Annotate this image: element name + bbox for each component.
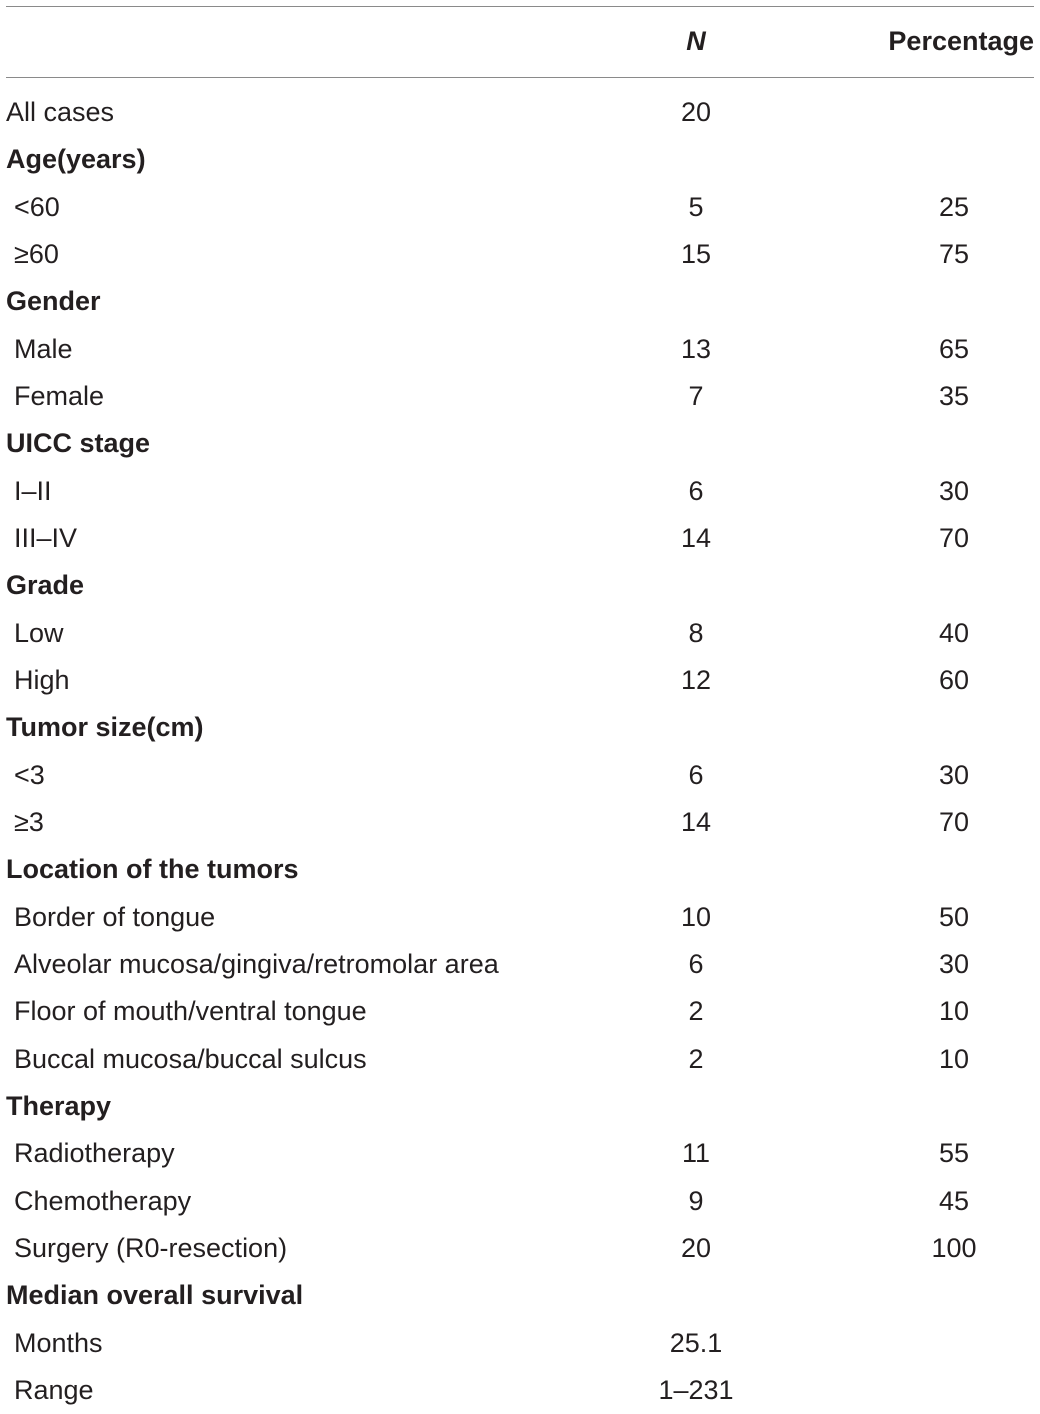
cell-percentage: 65 <box>938 333 970 364</box>
row-label: Buccal mucosa/buccal sulcus <box>14 1043 367 1074</box>
cell-percentage <box>904 420 1004 467</box>
cell-n: 25.1 <box>669 1327 723 1358</box>
table-row <box>6 799 1034 846</box>
table-row <box>6 657 1034 704</box>
cell-percentage: 10 <box>938 1043 970 1074</box>
cell-percentage <box>904 1320 1004 1367</box>
table-row <box>6 1320 1034 1367</box>
table-section-row <box>6 278 1034 325</box>
cell-percentage: 30 <box>938 948 970 979</box>
cell-percentage <box>904 278 1004 325</box>
cell-percentage: 50 <box>938 901 970 932</box>
cell-percentage: 55 <box>938 1138 970 1169</box>
table-row <box>6 894 1034 941</box>
row-label: Border of tongue <box>14 901 216 932</box>
cell-n: 13 <box>680 333 712 364</box>
cell-n: 11 <box>681 1138 711 1169</box>
cell-percentage <box>904 89 1004 136</box>
section-heading: Grade <box>6 570 85 601</box>
table-row <box>6 1130 1034 1177</box>
cell-percentage <box>904 704 1004 751</box>
row-label: Male <box>14 333 73 364</box>
column-header-n: N <box>686 26 706 56</box>
section-heading: Age(years) <box>6 144 146 175</box>
table-section-row <box>6 420 1034 467</box>
table-row <box>6 515 1034 562</box>
cell-n: 1–231 <box>658 1374 734 1405</box>
row-label: III–IV <box>14 522 78 553</box>
row-label: Range <box>14 1374 94 1405</box>
cell-percentage: 70 <box>938 806 970 837</box>
table-header-row <box>6 6 1034 77</box>
table-row <box>6 1225 1034 1272</box>
table-body <box>6 89 1034 1414</box>
cell-percentage <box>904 1367 1004 1414</box>
cell-n <box>646 1272 746 1319</box>
column-header-percentage: Percentage <box>888 26 1034 56</box>
cell-percentage <box>904 562 1004 609</box>
cell-n: 6 <box>688 475 704 506</box>
row-label: Chemotherapy <box>14 1185 192 1216</box>
cell-percentage <box>904 1272 1004 1319</box>
cell-percentage: 30 <box>938 475 970 506</box>
section-heading: Gender <box>6 286 101 317</box>
cell-percentage: 30 <box>938 759 970 790</box>
row-label: I–II <box>14 475 52 506</box>
cell-percentage: 60 <box>938 664 970 695</box>
table-row <box>6 941 1034 988</box>
table-section-row <box>6 1083 1034 1130</box>
cell-n <box>646 704 746 751</box>
cell-n <box>646 1083 746 1130</box>
cell-n: 9 <box>688 1185 704 1216</box>
table-section-row <box>6 1272 1034 1319</box>
cell-n: 14 <box>680 522 712 553</box>
row-label: High <box>14 664 70 695</box>
cell-n <box>646 846 746 893</box>
cell-n: 14 <box>680 806 712 837</box>
cell-n: 5 <box>688 191 704 222</box>
cell-n <box>646 562 746 609</box>
cell-percentage: 45 <box>938 1185 970 1216</box>
table-row <box>6 1367 1034 1414</box>
cell-percentage <box>904 1083 1004 1130</box>
table-row <box>6 468 1034 515</box>
table-header-rule <box>6 77 1034 78</box>
row-label: Radiotherapy <box>14 1138 175 1169</box>
row-label: Low <box>14 617 64 648</box>
section-heading: Tumor size(cm) <box>6 712 204 743</box>
table-section-row <box>6 704 1034 751</box>
row-label: ≥60 <box>14 238 59 269</box>
cell-percentage <box>904 136 1004 183</box>
table-row <box>6 231 1034 278</box>
row-label: <60 <box>14 191 60 222</box>
cell-percentage: 70 <box>938 522 970 553</box>
row-label: Months <box>14 1327 103 1358</box>
row-label: <3 <box>14 759 45 790</box>
table-row <box>6 184 1034 231</box>
row-label: Alveolar mucosa/gingiva/retromolar area <box>14 948 499 979</box>
row-label: All cases <box>6 97 115 127</box>
table-section-row <box>6 136 1034 183</box>
cell-n: 7 <box>688 380 704 411</box>
cell-n <box>646 278 746 325</box>
section-heading: Therapy <box>6 1090 112 1121</box>
row-label: Female <box>14 380 105 411</box>
table-section-row <box>6 846 1034 893</box>
cell-n <box>646 420 746 467</box>
cell-n: 2 <box>688 1043 704 1074</box>
cell-percentage: 35 <box>938 380 970 411</box>
table-row <box>6 373 1034 420</box>
table-row <box>6 610 1034 657</box>
table-row <box>6 752 1034 799</box>
cell-n: 6 <box>688 759 704 790</box>
cell-percentage: 40 <box>938 617 970 648</box>
cell-percentage: 25 <box>938 191 970 222</box>
table-section-row <box>6 562 1034 609</box>
cell-n <box>646 136 746 183</box>
cell-percentage: 100 <box>931 1232 977 1263</box>
table-row <box>6 988 1034 1035</box>
cell-n: 6 <box>688 948 704 979</box>
cell-n: 20 <box>680 97 712 127</box>
section-heading: Median overall survival <box>6 1280 304 1311</box>
section-heading: UICC stage <box>6 428 151 459</box>
cell-n: 20 <box>680 1232 712 1263</box>
row-label: ≥3 <box>14 806 44 837</box>
table-row <box>6 326 1034 373</box>
table-row <box>6 1036 1034 1083</box>
cell-percentage <box>904 846 1004 893</box>
table-row <box>6 1178 1034 1225</box>
cell-n: 12 <box>680 664 712 695</box>
cell-n: 8 <box>688 617 704 648</box>
row-label: Floor of mouth/ventral tongue <box>14 996 367 1027</box>
cell-percentage: 10 <box>938 996 970 1027</box>
cell-n: 15 <box>680 238 712 269</box>
cell-n: 2 <box>688 996 704 1027</box>
row-label: Surgery (R0-resection) <box>14 1232 288 1263</box>
section-heading: Location of the tumors <box>6 854 299 885</box>
cell-n: 10 <box>680 901 712 932</box>
table-row <box>6 89 1034 136</box>
cell-percentage: 75 <box>938 238 970 269</box>
